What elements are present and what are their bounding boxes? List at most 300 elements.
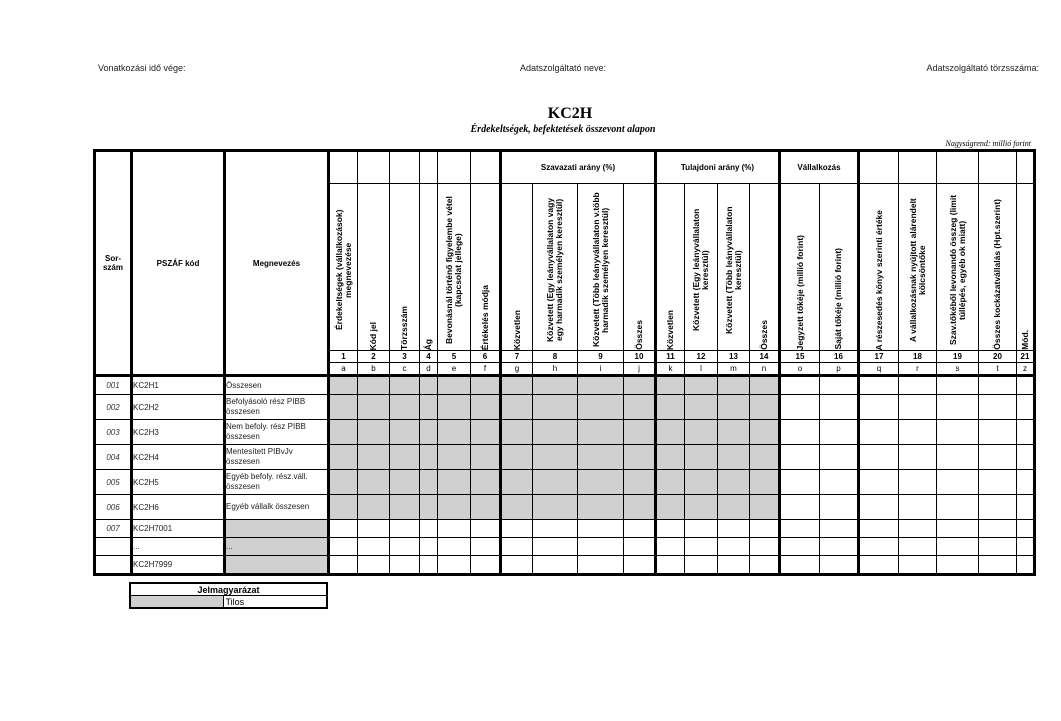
column-number: 9 (578, 351, 624, 363)
data-cell[interactable] (899, 376, 937, 395)
data-cell[interactable] (899, 395, 937, 420)
column-letter: r (899, 363, 937, 376)
data-cell[interactable] (937, 538, 979, 556)
data-cell (329, 376, 358, 395)
data-cell[interactable] (438, 520, 471, 538)
data-cell (624, 445, 656, 470)
data-cell[interactable] (820, 520, 859, 538)
column-number: 14 (750, 351, 780, 363)
data-cell (656, 470, 685, 495)
data-cell[interactable] (718, 538, 750, 556)
column-letter: n (750, 363, 780, 376)
data-cell[interactable] (1017, 420, 1035, 445)
data-cell[interactable] (578, 520, 624, 538)
data-cell[interactable] (937, 395, 979, 420)
data-cell (471, 470, 501, 495)
data-cell[interactable] (1017, 445, 1035, 470)
column-letter: j (624, 363, 656, 376)
data-cell[interactable] (533, 538, 578, 556)
data-cell[interactable] (624, 538, 656, 556)
column-header-i (578, 184, 624, 351)
row-code: KC2H7999 (132, 556, 225, 575)
data-cell[interactable] (390, 556, 420, 575)
data-cell[interactable] (358, 538, 390, 556)
data-cell (750, 470, 780, 495)
data-cell (750, 376, 780, 395)
column-letter: f (471, 363, 501, 376)
data-cell (624, 470, 656, 495)
data-cell (390, 495, 420, 520)
data-cell[interactable] (329, 520, 358, 538)
column-header-c (390, 184, 420, 351)
sorszam-header: Sor- szám (95, 151, 132, 376)
data-cell[interactable] (820, 495, 859, 520)
data-cell[interactable] (979, 495, 1017, 520)
column-header-label: Közvetlen (665, 309, 675, 350)
data-cell[interactable] (899, 556, 937, 575)
voting-share-group: Szavazati arány (%) (501, 151, 656, 184)
data-cell[interactable] (780, 495, 820, 520)
data-cell (329, 495, 358, 520)
megnevezes-header: Megnevezés (225, 151, 329, 376)
data-cell (533, 420, 578, 445)
data-cell[interactable] (937, 556, 979, 575)
column-header-z (1017, 184, 1035, 351)
data-cell[interactable] (820, 538, 859, 556)
data-cell (750, 445, 780, 470)
column-header-s (937, 184, 979, 351)
data-cell (501, 395, 533, 420)
table-row (95, 470, 1035, 495)
data-cell (656, 395, 685, 420)
data-cell (358, 376, 390, 395)
legend-title: Jelmagyarázat (130, 583, 327, 596)
data-cell[interactable] (1017, 395, 1035, 420)
column-header-label: Szav.tőkéből levonandó összeg (limit túllépés, egyéb ok miatt) (947, 194, 967, 346)
column-header-label: Bevonásnál történő figyelembe vétel (kapcsolat jellege) (444, 196, 463, 344)
column-header-d (420, 184, 438, 351)
data-cell[interactable] (390, 520, 420, 538)
unit-note: Nagyságrend: millió forint (945, 139, 1031, 148)
data-cell (578, 445, 624, 470)
data-cell (501, 420, 533, 445)
data-cell (358, 495, 390, 520)
data-cell[interactable] (979, 538, 1017, 556)
data-cell[interactable] (420, 556, 438, 575)
data-cell[interactable] (501, 538, 533, 556)
column-header-a (329, 184, 358, 351)
data-cell[interactable] (501, 556, 533, 575)
data-cell (329, 470, 358, 495)
row-code: KC2H4 (132, 445, 225, 470)
data-cell[interactable] (820, 445, 859, 470)
data-cell[interactable] (471, 538, 501, 556)
row-description: Befolyásoló rész PIBB összesen (225, 395, 329, 420)
data-cell (420, 420, 438, 445)
column-header-o (780, 184, 820, 351)
data-cell[interactable] (899, 495, 937, 520)
data-cell[interactable] (899, 445, 937, 470)
table-row (95, 420, 1035, 445)
data-cell (685, 420, 718, 445)
column-number: 10 (624, 351, 656, 363)
data-cell (390, 420, 420, 445)
data-cell (390, 470, 420, 495)
row-description: Egyéb befoly. rész.váll. összesen (225, 470, 329, 495)
data-cell[interactable] (780, 395, 820, 420)
column-header-label: Közvetett (Egy leányvállalaton keresztül) (691, 208, 710, 332)
data-cell[interactable] (471, 556, 501, 575)
column-header-label: Mód. (1019, 330, 1030, 350)
data-cell[interactable] (750, 556, 780, 575)
data-cell (578, 495, 624, 520)
data-cell[interactable] (420, 538, 438, 556)
data-cell[interactable] (859, 495, 899, 520)
data-cell[interactable] (859, 520, 899, 538)
data-cell (578, 395, 624, 420)
column-number: 17 (859, 351, 899, 363)
table-row (95, 376, 1035, 395)
data-cell[interactable] (718, 520, 750, 538)
row-number: 005 (95, 470, 132, 495)
data-cell[interactable] (899, 470, 937, 495)
data-cell[interactable] (533, 520, 578, 538)
data-cell[interactable] (859, 376, 899, 395)
data-cell (329, 395, 358, 420)
column-header-label: Összes (633, 320, 644, 350)
column-number: 16 (820, 351, 859, 363)
data-cell (438, 495, 471, 520)
data-cell (685, 376, 718, 395)
data-cell[interactable] (859, 470, 899, 495)
row-number (95, 538, 132, 556)
column-number: 3 (390, 351, 420, 363)
column-header-l (685, 184, 718, 351)
ownership-share-group: Tulajdoni arány (%) (656, 151, 780, 184)
data-cell (533, 445, 578, 470)
data-cell (438, 376, 471, 395)
data-cell[interactable] (820, 376, 859, 395)
legend (129, 582, 328, 609)
data-cell (624, 395, 656, 420)
data-cell (718, 395, 750, 420)
data-cell[interactable] (859, 556, 899, 575)
data-cell[interactable] (937, 445, 979, 470)
column-letter: s (937, 363, 979, 376)
column-number: 21 (1017, 351, 1035, 363)
data-cell (501, 495, 533, 520)
data-cell (471, 420, 501, 445)
column-number: 12 (685, 351, 718, 363)
data-cell[interactable] (750, 520, 780, 538)
data-cell[interactable] (979, 520, 1017, 538)
data-cell (438, 395, 471, 420)
column-header-h (533, 184, 578, 351)
data-cell[interactable] (937, 376, 979, 395)
column-number: 7 (501, 351, 533, 363)
period-end-label: Vonatkozási idő vége: (98, 63, 186, 73)
data-cell[interactable] (979, 395, 1017, 420)
data-cell (501, 376, 533, 395)
data-cell (471, 495, 501, 520)
table-row (95, 395, 1035, 420)
column-header-label: A vállalkozásnak nyújtott alárendelt kölcsöntőke (907, 198, 927, 342)
column-letter: i (578, 363, 624, 376)
column-header-q (859, 184, 899, 351)
data-cell[interactable] (937, 470, 979, 495)
data-cell[interactable] (578, 538, 624, 556)
company-group: Vállalkozás (780, 151, 859, 184)
data-cell[interactable] (358, 520, 390, 538)
data-cell[interactable] (979, 420, 1017, 445)
data-cell (624, 420, 656, 445)
column-letter: b (358, 363, 390, 376)
data-cell[interactable] (1017, 376, 1035, 395)
row-code: KC2H1 (132, 376, 225, 395)
column-number: 18 (899, 351, 937, 363)
column-letter: a (329, 363, 358, 376)
data-cell[interactable] (979, 376, 1017, 395)
data-cell (656, 445, 685, 470)
data-cell[interactable] (471, 520, 501, 538)
data-cell[interactable] (685, 538, 718, 556)
data-cell (685, 445, 718, 470)
data-cell[interactable] (780, 538, 820, 556)
data-cell (718, 376, 750, 395)
data-cell (624, 376, 656, 395)
data-cell[interactable] (859, 420, 899, 445)
data-cell (685, 395, 718, 420)
column-number: 5 (438, 351, 471, 363)
column-header-label: Összes (758, 320, 769, 350)
data-cell[interactable] (1017, 556, 1035, 575)
column-header-label: Értékelés módja (479, 284, 490, 350)
data-cell[interactable] (656, 556, 685, 575)
data-cell[interactable] (899, 520, 937, 538)
data-cell[interactable] (533, 556, 578, 575)
column-number: 2 (358, 351, 390, 363)
data-cell (420, 445, 438, 470)
data-cell (471, 376, 501, 395)
column-letter: l (685, 363, 718, 376)
column-header-label: Jegyzett tőkéje (millió forint) (794, 234, 805, 350)
row-code: KC2H7001 (132, 520, 225, 538)
column-header-p (820, 184, 859, 351)
column-header-m (718, 184, 750, 351)
column-header-e (438, 184, 471, 351)
data-cell (533, 470, 578, 495)
data-cell[interactable] (979, 556, 1017, 575)
data-cell (656, 495, 685, 520)
data-cell[interactable] (685, 520, 718, 538)
column-header-b (358, 184, 390, 351)
column-header-label: Kód jel (368, 321, 378, 350)
row-description: Nem befoly. rész PIBB összesen (225, 420, 329, 445)
data-cell (358, 445, 390, 470)
data-cell[interactable] (501, 520, 533, 538)
table-row (95, 538, 1035, 556)
data-cell[interactable] (780, 445, 820, 470)
data-cell[interactable] (780, 556, 820, 575)
data-cell (718, 445, 750, 470)
column-number: 13 (718, 351, 750, 363)
column-number: 8 (533, 351, 578, 363)
data-cell (390, 395, 420, 420)
row-code: KC2H2 (132, 395, 225, 420)
form-title: KC2H (547, 105, 593, 122)
data-cell (420, 376, 438, 395)
data-cell (438, 445, 471, 470)
data-cell[interactable] (820, 395, 859, 420)
data-cell[interactable] (937, 420, 979, 445)
data-cell (578, 420, 624, 445)
data-cell (718, 470, 750, 495)
data-cell[interactable] (1017, 538, 1035, 556)
data-cell[interactable] (780, 376, 820, 395)
data-cell (438, 470, 471, 495)
data-cell[interactable] (624, 556, 656, 575)
data-cell (420, 470, 438, 495)
table-row (95, 556, 1035, 575)
data-cell[interactable] (780, 470, 820, 495)
data-cell[interactable] (358, 556, 390, 575)
data-cell (533, 495, 578, 520)
row-number: 001 (95, 376, 132, 395)
column-letter: m (718, 363, 750, 376)
data-cell[interactable] (820, 470, 859, 495)
row-number (95, 556, 132, 575)
row-description (225, 520, 329, 538)
column-header-r (899, 184, 937, 351)
data-cell[interactable] (329, 556, 358, 575)
row-description: ... (225, 538, 329, 556)
data-cell (750, 395, 780, 420)
row-description (225, 556, 329, 575)
column-letter: k (656, 363, 685, 376)
data-cell (358, 470, 390, 495)
column-header-label: Közvetett (Több leányvállalaton v.több harmadik személyen keresztül) (590, 192, 610, 348)
data-cell[interactable] (578, 556, 624, 575)
data-cell (578, 470, 624, 495)
data-cell[interactable] (780, 420, 820, 445)
data-cell (685, 495, 718, 520)
data-cell[interactable] (937, 495, 979, 520)
data-cell[interactable] (859, 445, 899, 470)
provider-name-label: Adatszolgáltató neve: (520, 63, 607, 73)
row-description: Mentesített PIBvJv összesen (225, 445, 329, 470)
column-header-label: Érdekeltségek (vállalkozások) megnevezése (333, 209, 353, 331)
column-header-f (471, 184, 501, 351)
data-cell[interactable] (979, 445, 1017, 470)
row-description: Egyéb vállalk összesen (225, 495, 329, 520)
column-letter: h (533, 363, 578, 376)
data-cell[interactable] (859, 395, 899, 420)
data-cell (329, 420, 358, 445)
data-cell[interactable] (718, 556, 750, 575)
data-cell[interactable] (656, 520, 685, 538)
data-cell (718, 420, 750, 445)
data-cell (656, 376, 685, 395)
data-cell[interactable] (750, 538, 780, 556)
data-cell[interactable] (329, 538, 358, 556)
row-number: 004 (95, 445, 132, 470)
data-cell[interactable] (685, 556, 718, 575)
column-header-label: Közvetett (Több leányvállalaton keresztül) (723, 206, 743, 334)
column-header-label: Törzsszám (399, 306, 409, 350)
data-cell (471, 395, 501, 420)
data-cell (420, 395, 438, 420)
data-cell (358, 420, 390, 445)
data-cell[interactable] (438, 556, 471, 575)
data-cell (471, 445, 501, 470)
data-cell[interactable] (438, 538, 471, 556)
table-row (95, 445, 1035, 470)
data-cell[interactable] (420, 520, 438, 538)
column-letter: p (820, 363, 859, 376)
row-code: KC2H6 (132, 495, 225, 520)
data-cell (420, 495, 438, 520)
column-header-k (656, 184, 685, 351)
column-header-t (979, 184, 1017, 351)
data-cell (533, 376, 578, 395)
data-cell[interactable] (1017, 520, 1035, 538)
data-cell (390, 376, 420, 395)
data-cell (685, 470, 718, 495)
column-letter: d (420, 363, 438, 376)
row-number: 006 (95, 495, 132, 520)
data-cell[interactable] (1017, 495, 1035, 520)
data-cell[interactable] (390, 538, 420, 556)
column-header-j (624, 184, 656, 351)
column-letter: z (1017, 363, 1035, 376)
row-code: KC2H3 (132, 420, 225, 445)
data-cell (533, 395, 578, 420)
legend-item-label: Tilos (223, 596, 327, 609)
data-cell[interactable] (780, 520, 820, 538)
row-code: KC2H5 (132, 470, 225, 495)
data-cell[interactable] (820, 420, 859, 445)
column-number: 11 (656, 351, 685, 363)
column-number: 20 (979, 351, 1017, 363)
provider-reg-label: Adatszolgáltató törzsszáma: (926, 63, 1039, 73)
column-number: 19 (937, 351, 979, 363)
data-cell (624, 495, 656, 520)
row-number: 003 (95, 420, 132, 445)
pszaf-code-header: PSZÁF kód (132, 151, 225, 376)
row-number: 007 (95, 520, 132, 538)
data-cell[interactable] (899, 420, 937, 445)
data-cell[interactable] (859, 538, 899, 556)
data-cell[interactable] (1017, 470, 1035, 495)
data-cell (438, 420, 471, 445)
column-header-label: Közvetlen (511, 309, 522, 350)
data-cell[interactable] (656, 538, 685, 556)
data-cell[interactable] (899, 538, 937, 556)
data-cell[interactable] (937, 520, 979, 538)
column-letter: e (438, 363, 471, 376)
column-letter: o (780, 363, 820, 376)
data-cell[interactable] (979, 470, 1017, 495)
row-code: ... (132, 538, 225, 556)
column-header-label: Összes kockázatvállalás (Hpt.szerint) (992, 199, 1002, 350)
data-cell[interactable] (820, 556, 859, 575)
data-cell (750, 420, 780, 445)
data-cell (578, 376, 624, 395)
data-cell (718, 495, 750, 520)
table-row (95, 495, 1035, 520)
data-cell[interactable] (624, 520, 656, 538)
data-cell (390, 445, 420, 470)
